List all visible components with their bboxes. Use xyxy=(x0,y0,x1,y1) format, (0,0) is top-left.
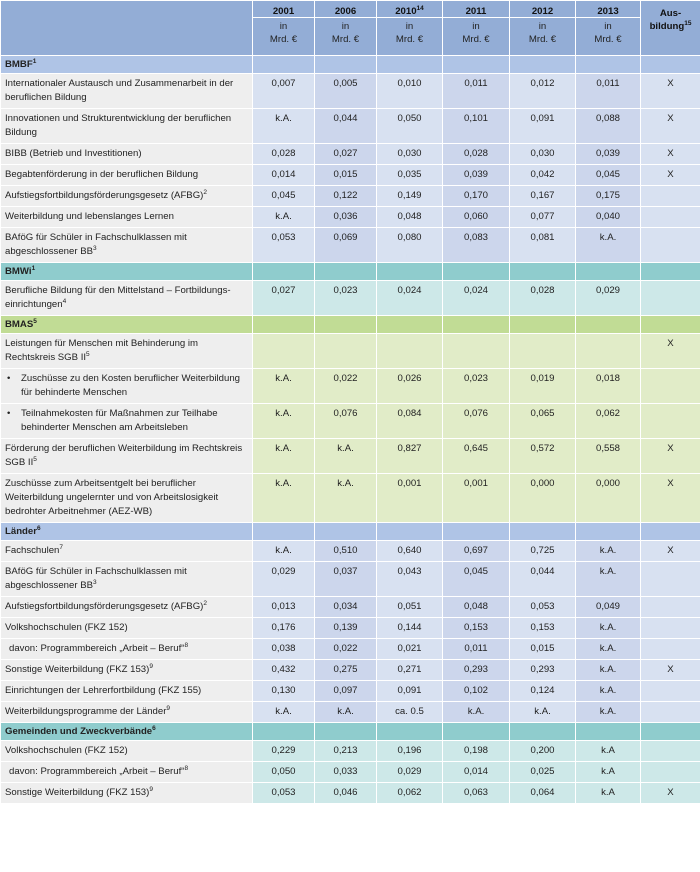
value-cell: k.A. xyxy=(253,109,315,144)
table-row xyxy=(1,660,700,681)
row-label: BAföG für Schüler in Fachschulklassen mit abgeschlossener $BB^3$ xyxy=(1,562,253,597)
value-cell: 0,029 xyxy=(253,562,315,597)
section-fill xyxy=(253,316,315,334)
value-cell: 0,014 xyxy=(253,165,315,186)
table-row xyxy=(1,439,700,474)
ausbildung-mark xyxy=(641,597,700,618)
section-fill xyxy=(377,723,443,741)
value-cell: 0,063 xyxy=(443,783,510,804)
ausbildung-mark: X xyxy=(641,165,700,186)
value-cell: 0,045 xyxy=(443,562,510,597)
section-fill xyxy=(253,523,315,541)
unit-label: in Mrd. € xyxy=(443,18,510,56)
section-fill xyxy=(315,523,377,541)
table-row xyxy=(1,762,700,783)
value-cell: 0,028 xyxy=(510,281,576,316)
ausbildung-header: Aus- bildung$^{15}$ xyxy=(641,1,700,56)
section-title: Länder$^6$ xyxy=(1,523,253,541)
value-cell: 0,043 xyxy=(377,562,443,597)
value-cell: 0,000 xyxy=(510,474,576,523)
value-cell: k.A. xyxy=(253,404,315,439)
value-cell: 0,012 xyxy=(510,74,576,109)
value-cell: 0,065 xyxy=(510,404,576,439)
value-cell: 0,271 xyxy=(377,660,443,681)
value-cell: k.A. xyxy=(576,618,641,639)
ausbildung-mark xyxy=(641,618,700,639)
table-row xyxy=(1,334,700,369)
value-cell: 0,275 xyxy=(315,660,377,681)
row-label: davon: Programmbereich „Arbeit – Beruf“$^8$ xyxy=(1,762,253,783)
value-cell: 0,062 xyxy=(377,783,443,804)
value-cell: 0,149 xyxy=(377,186,443,207)
value-cell: k.A. xyxy=(253,369,315,404)
value-cell: 0,053 xyxy=(510,597,576,618)
value-cell: 0,040 xyxy=(576,207,641,228)
value-cell: 0,048 xyxy=(377,207,443,228)
section-fill xyxy=(510,263,576,281)
value-cell xyxy=(315,334,377,369)
value-cell: 0,007 xyxy=(253,74,315,109)
value-cell: 0,042 xyxy=(510,165,576,186)
value-cell: 0,175 xyxy=(576,186,641,207)
section-title-text: BMWi xyxy=(5,266,32,277)
row-label: Berufliche Bildung für den Mittelstand – Fortbildungs-einrichtungen$^4$ xyxy=(1,281,253,316)
value-cell: 0,011 xyxy=(576,74,641,109)
value-cell: 0,050 xyxy=(377,109,443,144)
section-fill xyxy=(641,523,700,541)
value-cell: 0,144 xyxy=(377,618,443,639)
table-row xyxy=(1,702,700,723)
value-cell: 0,037 xyxy=(315,562,377,597)
value-cell: 0,038 xyxy=(253,639,315,660)
ausbildung-mark xyxy=(641,207,700,228)
section-fill xyxy=(443,523,510,541)
value-cell: 0,229 xyxy=(253,741,315,762)
value-cell: 0,088 xyxy=(576,109,641,144)
year-header: 2010$^{14}$ xyxy=(377,1,443,18)
row-label: • Zuschüsse zu den Kosten beruflicher Weiterbildung für behinderte Menschen xyxy=(1,369,253,404)
value-cell: 0,029 xyxy=(377,762,443,783)
value-cell: 0,027 xyxy=(253,281,315,316)
section-header-row xyxy=(1,723,700,741)
section-fill xyxy=(641,316,700,334)
section-fill xyxy=(510,523,576,541)
value-cell: k.A. xyxy=(576,660,641,681)
value-cell: 0,053 xyxy=(253,783,315,804)
value-cell: 0,015 xyxy=(510,639,576,660)
header-row-years xyxy=(1,1,700,18)
section-fill xyxy=(576,316,641,334)
row-label: • Teilnahmekosten für Maßnahmen zur Teilhabe behinderter Menschen am Arbeitsleben xyxy=(1,404,253,439)
table-row xyxy=(1,74,700,109)
value-cell: k.A. xyxy=(576,541,641,562)
section-fill xyxy=(443,56,510,74)
value-cell xyxy=(443,334,510,369)
value-cell: 0,036 xyxy=(315,207,377,228)
value-cell: 0,153 xyxy=(510,618,576,639)
value-cell: 0,645 xyxy=(443,439,510,474)
unit-label: in Mrd. € xyxy=(253,18,315,56)
section-fill xyxy=(377,263,443,281)
value-cell: 0,139 xyxy=(315,618,377,639)
value-cell: 0,091 xyxy=(377,681,443,702)
value-cell: 0,024 xyxy=(377,281,443,316)
value-cell: 0,170 xyxy=(443,186,510,207)
row-label: Sonstige Weiterbildung (FKZ 153)$^9$ xyxy=(1,660,253,681)
value-cell: k.A. xyxy=(253,439,315,474)
value-cell: 0,558 xyxy=(576,439,641,474)
section-fill xyxy=(253,56,315,74)
section-fill xyxy=(315,316,377,334)
value-cell: 0,069 xyxy=(315,228,377,263)
section-fill xyxy=(315,56,377,74)
value-cell: 0,034 xyxy=(315,597,377,618)
value-cell: 0,051 xyxy=(377,597,443,618)
value-cell: 0,196 xyxy=(377,741,443,762)
ausbildung-mark: X xyxy=(641,541,700,562)
value-cell: 0,029 xyxy=(576,281,641,316)
section-fill xyxy=(253,263,315,281)
year-header: 2011 xyxy=(443,1,510,18)
year-header: 2001 xyxy=(253,1,315,18)
value-cell: 0,011 xyxy=(443,639,510,660)
value-cell: k.A. xyxy=(576,681,641,702)
value-cell: 0,091 xyxy=(510,109,576,144)
value-cell: k.A. xyxy=(315,474,377,523)
value-cell: 0,213 xyxy=(315,741,377,762)
table-row xyxy=(1,228,700,263)
value-cell: 0,013 xyxy=(253,597,315,618)
value-cell: 0,081 xyxy=(510,228,576,263)
table-row xyxy=(1,783,700,804)
value-cell: 0,176 xyxy=(253,618,315,639)
row-label: Volkshochschulen (FKZ 152) xyxy=(1,741,253,762)
section-fill xyxy=(510,316,576,334)
value-cell: 0,025 xyxy=(510,762,576,783)
section-title: BMBF$^1$ xyxy=(1,56,253,74)
row-label: Fachschulen$^7$ xyxy=(1,541,253,562)
value-cell: 0,030 xyxy=(510,144,576,165)
unit-label: in Mrd. € xyxy=(315,18,377,56)
value-cell: 0,097 xyxy=(315,681,377,702)
value-cell: 0,293 xyxy=(510,660,576,681)
ausbildung-mark: X xyxy=(641,109,700,144)
value-cell: 0,076 xyxy=(443,404,510,439)
unit-label: in Mrd. € xyxy=(576,18,641,56)
table-row xyxy=(1,597,700,618)
value-cell: 0,019 xyxy=(510,369,576,404)
row-label: davon: Programmbereich „Arbeit – Beruf“$^8$ xyxy=(1,639,253,660)
year-header: 2013 xyxy=(576,1,641,18)
row-label: Weiterbildung und lebenslanges Lernen xyxy=(1,207,253,228)
section-title: Gemeinden und Zweckverbände$^6$ xyxy=(1,723,253,741)
ausbildung-mark: X xyxy=(641,660,700,681)
row-label: Volkshochschulen (FKZ 152) xyxy=(1,618,253,639)
row-label: Leistungen für Menschen mit Behinderung im Rechtskreis SGB $II^5$ xyxy=(1,334,253,369)
value-cell: 0,033 xyxy=(315,762,377,783)
value-cell: 0,083 xyxy=(443,228,510,263)
section-title-text: Länder xyxy=(5,526,37,537)
value-cell: 0,572 xyxy=(510,439,576,474)
row-label: Internationaler Austausch und Zusammenarbeit in der beruflichen Bildung xyxy=(1,74,253,109)
value-cell: 0,198 xyxy=(443,741,510,762)
ausbildung-mark xyxy=(641,562,700,597)
value-cell: 0,167 xyxy=(510,186,576,207)
table-row xyxy=(1,474,700,523)
value-cell: 0,200 xyxy=(510,741,576,762)
row-label: BIBB (Betrieb und Investitionen) xyxy=(1,144,253,165)
value-cell: k.A. xyxy=(253,541,315,562)
section-title-text: BMBF xyxy=(5,59,33,70)
value-cell: 0,640 xyxy=(377,541,443,562)
value-cell: 0,062 xyxy=(576,404,641,439)
row-label: Weiterbildungsprogramme der Länder$^9$ xyxy=(1,702,253,723)
value-cell: 0,039 xyxy=(576,144,641,165)
section-fill xyxy=(641,723,700,741)
row-label: Zuschüsse zum Arbeitsentgelt bei beruflicher Weiterbildung ungelernter und von Arbeitslosigkeit bedrohter Arbeitnehmer (AEZ-WB) xyxy=(1,474,253,523)
value-cell: 0,048 xyxy=(443,597,510,618)
ausbildung-mark xyxy=(641,741,700,762)
value-cell: 0,510 xyxy=(315,541,377,562)
value-cell: 0,022 xyxy=(315,639,377,660)
table-row xyxy=(1,541,700,562)
value-cell: k.A. xyxy=(253,207,315,228)
table-row xyxy=(1,207,700,228)
section-header-row xyxy=(1,523,700,541)
ausbildung-mark xyxy=(641,281,700,316)
value-cell: 0,725 xyxy=(510,541,576,562)
value-cell: 0,827 xyxy=(377,439,443,474)
section-title-text: BMAS xyxy=(5,319,34,330)
ausbildung-mark xyxy=(641,702,700,723)
value-cell: 0,021 xyxy=(377,639,443,660)
value-cell: k.A. xyxy=(253,474,315,523)
year-header: 2006 xyxy=(315,1,377,18)
value-cell: 0,076 xyxy=(315,404,377,439)
value-cell: k.A xyxy=(576,783,641,804)
section-fill xyxy=(576,263,641,281)
row-label: Innovationen und Strukturentwicklung der beruflichen Bildung xyxy=(1,109,253,144)
table-row xyxy=(1,681,700,702)
section-header-row xyxy=(1,316,700,334)
value-cell: ca. 0.5 xyxy=(377,702,443,723)
value-cell: k.A. xyxy=(315,702,377,723)
section-fill xyxy=(576,523,641,541)
value-cell: 0,044 xyxy=(510,562,576,597)
value-cell: 0,027 xyxy=(315,144,377,165)
value-cell: 0,122 xyxy=(315,186,377,207)
table-row xyxy=(1,741,700,762)
section-title: BMWi$^1$ xyxy=(1,263,253,281)
value-cell: 0,018 xyxy=(576,369,641,404)
value-cell: 0,001 xyxy=(377,474,443,523)
table-row xyxy=(1,144,700,165)
value-cell: 0,077 xyxy=(510,207,576,228)
value-cell: 0,046 xyxy=(315,783,377,804)
section-fill xyxy=(576,723,641,741)
value-cell: 0,000 xyxy=(576,474,641,523)
section-fill xyxy=(443,263,510,281)
value-cell: 0,028 xyxy=(443,144,510,165)
value-cell: 0,022 xyxy=(315,369,377,404)
table-row xyxy=(1,109,700,144)
value-cell: 0,045 xyxy=(253,186,315,207)
table-row xyxy=(1,562,700,597)
value-cell: 0,060 xyxy=(443,207,510,228)
row-label: Aufstiegsfortbildungsförderungsgesetz (AFBG)$^2$ xyxy=(1,597,253,618)
table-row xyxy=(1,186,700,207)
section-fill xyxy=(576,56,641,74)
value-cell: 0,084 xyxy=(377,404,443,439)
value-cell: 0,293 xyxy=(443,660,510,681)
value-cell: 0,028 xyxy=(253,144,315,165)
row-label: Aufstiegsfortbildungsförderungsgesetz (AFBG)$^2$ xyxy=(1,186,253,207)
value-cell: 0,080 xyxy=(377,228,443,263)
section-title: BMAS$^5$ xyxy=(1,316,253,334)
header-corner xyxy=(1,1,253,56)
value-cell: 0,010 xyxy=(377,74,443,109)
value-cell: 0,697 xyxy=(443,541,510,562)
section-fill xyxy=(443,316,510,334)
section-fill xyxy=(377,523,443,541)
value-cell: 0,023 xyxy=(315,281,377,316)
value-cell: k.A. xyxy=(510,702,576,723)
ausbildung-mark xyxy=(641,186,700,207)
row-label: BAföG für Schüler in Fachschulklassen mit abgeschlossener $BB^3$ xyxy=(1,228,253,263)
value-cell: 0,035 xyxy=(377,165,443,186)
section-fill xyxy=(377,56,443,74)
ausbildung-mark xyxy=(641,681,700,702)
table-row xyxy=(1,639,700,660)
section-fill xyxy=(510,56,576,74)
value-cell: 0,053 xyxy=(253,228,315,263)
section-fill xyxy=(253,723,315,741)
value-cell: 0,014 xyxy=(443,762,510,783)
value-cell: k.A. xyxy=(315,439,377,474)
value-cell xyxy=(576,334,641,369)
section-fill xyxy=(641,56,700,74)
row-label: Sonstige Weiterbildung (FKZ 153)$^9$ xyxy=(1,783,253,804)
value-cell xyxy=(510,334,576,369)
value-cell: k.A. xyxy=(576,639,641,660)
value-cell: 0,102 xyxy=(443,681,510,702)
section-title-text: Gemeinden und Zweckverbände xyxy=(5,726,153,737)
value-cell: 0,005 xyxy=(315,74,377,109)
ausbildung-mark: X xyxy=(641,74,700,109)
value-cell: 0,045 xyxy=(576,165,641,186)
value-cell: 0,124 xyxy=(510,681,576,702)
table-row xyxy=(1,404,700,439)
value-cell: k.A. xyxy=(443,702,510,723)
unit-label: in Mrd. € xyxy=(510,18,576,56)
ausbildung-mark xyxy=(641,639,700,660)
value-cell: 0,064 xyxy=(510,783,576,804)
section-fill xyxy=(510,723,576,741)
section-fill xyxy=(641,263,700,281)
value-cell: 0,015 xyxy=(315,165,377,186)
value-cell: k.A. xyxy=(253,702,315,723)
section-header-row xyxy=(1,263,700,281)
section-header-row xyxy=(1,56,700,74)
value-cell: 0,024 xyxy=(443,281,510,316)
section-fill xyxy=(443,723,510,741)
value-cell: k.A. xyxy=(576,562,641,597)
ausbildung-mark: X xyxy=(641,783,700,804)
ausbildung-mark: X xyxy=(641,439,700,474)
value-cell: 0,039 xyxy=(443,165,510,186)
section-fill xyxy=(377,316,443,334)
value-cell: 0,050 xyxy=(253,762,315,783)
ausbildung-mark xyxy=(641,228,700,263)
row-label: Begabtenförderung in der beruflichen Bildung xyxy=(1,165,253,186)
value-cell: 0,044 xyxy=(315,109,377,144)
value-cell: 0,130 xyxy=(253,681,315,702)
table-row xyxy=(1,165,700,186)
section-fill xyxy=(315,263,377,281)
value-cell xyxy=(253,334,315,369)
value-cell: k.A xyxy=(576,762,641,783)
value-cell: 0,030 xyxy=(377,144,443,165)
table-row xyxy=(1,618,700,639)
section-fill xyxy=(315,723,377,741)
table-body xyxy=(1,56,700,804)
row-label: Einrichtungen der Lehrerfortbildung (FKZ 155) xyxy=(1,681,253,702)
ausbildung-mark xyxy=(641,404,700,439)
value-cell: 0,026 xyxy=(377,369,443,404)
value-cell xyxy=(377,334,443,369)
value-cell: k.A. xyxy=(576,702,641,723)
ausbildung-mark xyxy=(641,762,700,783)
value-cell: 0,049 xyxy=(576,597,641,618)
value-cell: 0,011 xyxy=(443,74,510,109)
value-cell: k.A. xyxy=(576,228,641,263)
ausbildung-mark: X xyxy=(641,334,700,369)
row-label: Förderung der beruflichen Weiterbildung im Rechtskreis SGB $II^5$ xyxy=(1,439,253,474)
table-row xyxy=(1,281,700,316)
ausbildung-mark: X xyxy=(641,474,700,523)
year-header: 2012 xyxy=(510,1,576,18)
unit-label: in Mrd. € xyxy=(377,18,443,56)
value-cell: k.A xyxy=(576,741,641,762)
value-cell: 0,432 xyxy=(253,660,315,681)
table-row xyxy=(1,369,700,404)
value-cell: 0,101 xyxy=(443,109,510,144)
ausbildung-mark: X xyxy=(641,144,700,165)
value-cell: 0,153 xyxy=(443,618,510,639)
value-cell: 0,023 xyxy=(443,369,510,404)
value-cell: 0,001 xyxy=(443,474,510,523)
ausbildung-mark xyxy=(641,369,700,404)
